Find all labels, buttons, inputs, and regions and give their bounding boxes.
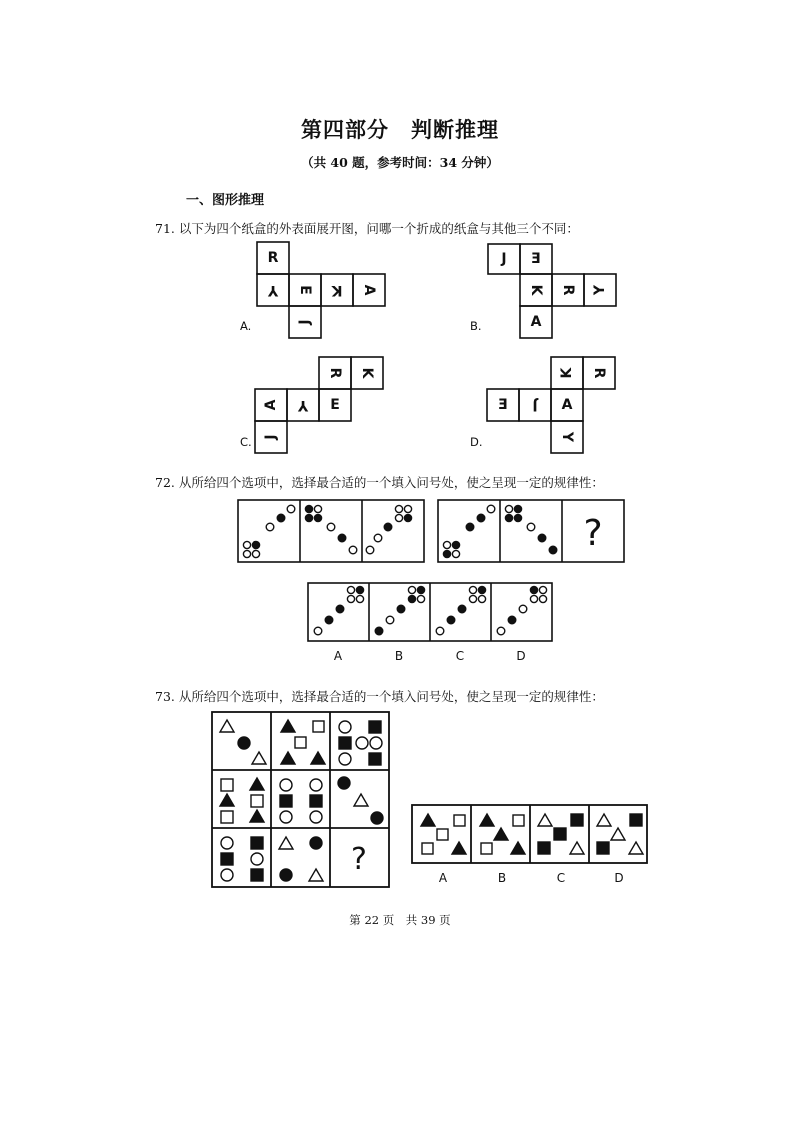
- net-d-face: A: [561, 397, 573, 413]
- page-title: 第四部分 判断推理: [301, 117, 499, 142]
- net-a-face: A: [361, 284, 377, 296]
- net-b-face: E: [531, 251, 541, 267]
- net-c-face: R: [327, 367, 343, 379]
- option-label: A: [333, 649, 343, 663]
- page-subtitle: （共 40 题，参考时间：34 分钟）: [301, 155, 499, 170]
- option-label: C.: [240, 435, 252, 449]
- net-b-face: K: [528, 284, 544, 296]
- net-b-face: R: [560, 284, 576, 296]
- option-label: D.: [470, 435, 483, 449]
- question-text: 从所给四个选项中，选择最合适的一个填入问号处，使之呈现一定的规律性：: [178, 475, 604, 490]
- unknown-mark: ?: [351, 842, 367, 877]
- net-a-face: R: [267, 250, 279, 266]
- net-d-face: E: [498, 397, 508, 413]
- option-label: A.: [240, 319, 252, 333]
- net-c-face: Y: [297, 397, 309, 413]
- unknown-mark: ?: [583, 513, 603, 554]
- option-label: D: [614, 871, 624, 885]
- option-label: A: [438, 871, 448, 885]
- net-a-face: K: [331, 282, 343, 298]
- question-number: 71.: [155, 221, 175, 236]
- option-label: C: [556, 871, 566, 885]
- net-b-face: A: [530, 314, 542, 330]
- net-a-face: J: [297, 319, 313, 325]
- question-number: 73.: [155, 689, 175, 704]
- question-text: 从所给四个选项中，选择最合适的一个填入问号处，使之呈现一定的规律性：: [178, 689, 604, 704]
- option-label: B: [394, 649, 404, 663]
- question-72-stem: [155, 473, 604, 491]
- page-footer: 第 22 页 共 39 页: [349, 913, 451, 927]
- net-d-face: Y: [559, 431, 575, 443]
- net-a-face: Y: [267, 282, 279, 298]
- question-73-figure: [0, 700, 800, 900]
- option-label: C: [455, 649, 465, 663]
- net-b-face: J: [501, 251, 507, 267]
- net-c-face: K: [359, 367, 375, 379]
- net-d-face: J: [532, 397, 538, 413]
- net-c-face: A: [263, 399, 279, 411]
- question-number: 72.: [155, 475, 175, 490]
- section-heading: 一、图形推理: [186, 193, 265, 208]
- net-b-face: Y: [592, 284, 608, 296]
- question-71-figure: [0, 0, 800, 470]
- option-label: B.: [470, 319, 482, 333]
- option-label: D: [516, 649, 526, 663]
- net-d-face: K: [559, 367, 575, 379]
- question-text: 以下为四个纸盒的外表面展开图，问哪一个折成的纸盒与其他三个不同：: [178, 221, 579, 236]
- question-72-figure: [0, 490, 800, 680]
- net-c-face: E: [330, 397, 340, 413]
- net-d-face: R: [591, 367, 607, 379]
- option-label: B: [497, 871, 507, 885]
- net-a-face: E: [297, 285, 313, 295]
- net-c-face: J: [263, 434, 279, 440]
